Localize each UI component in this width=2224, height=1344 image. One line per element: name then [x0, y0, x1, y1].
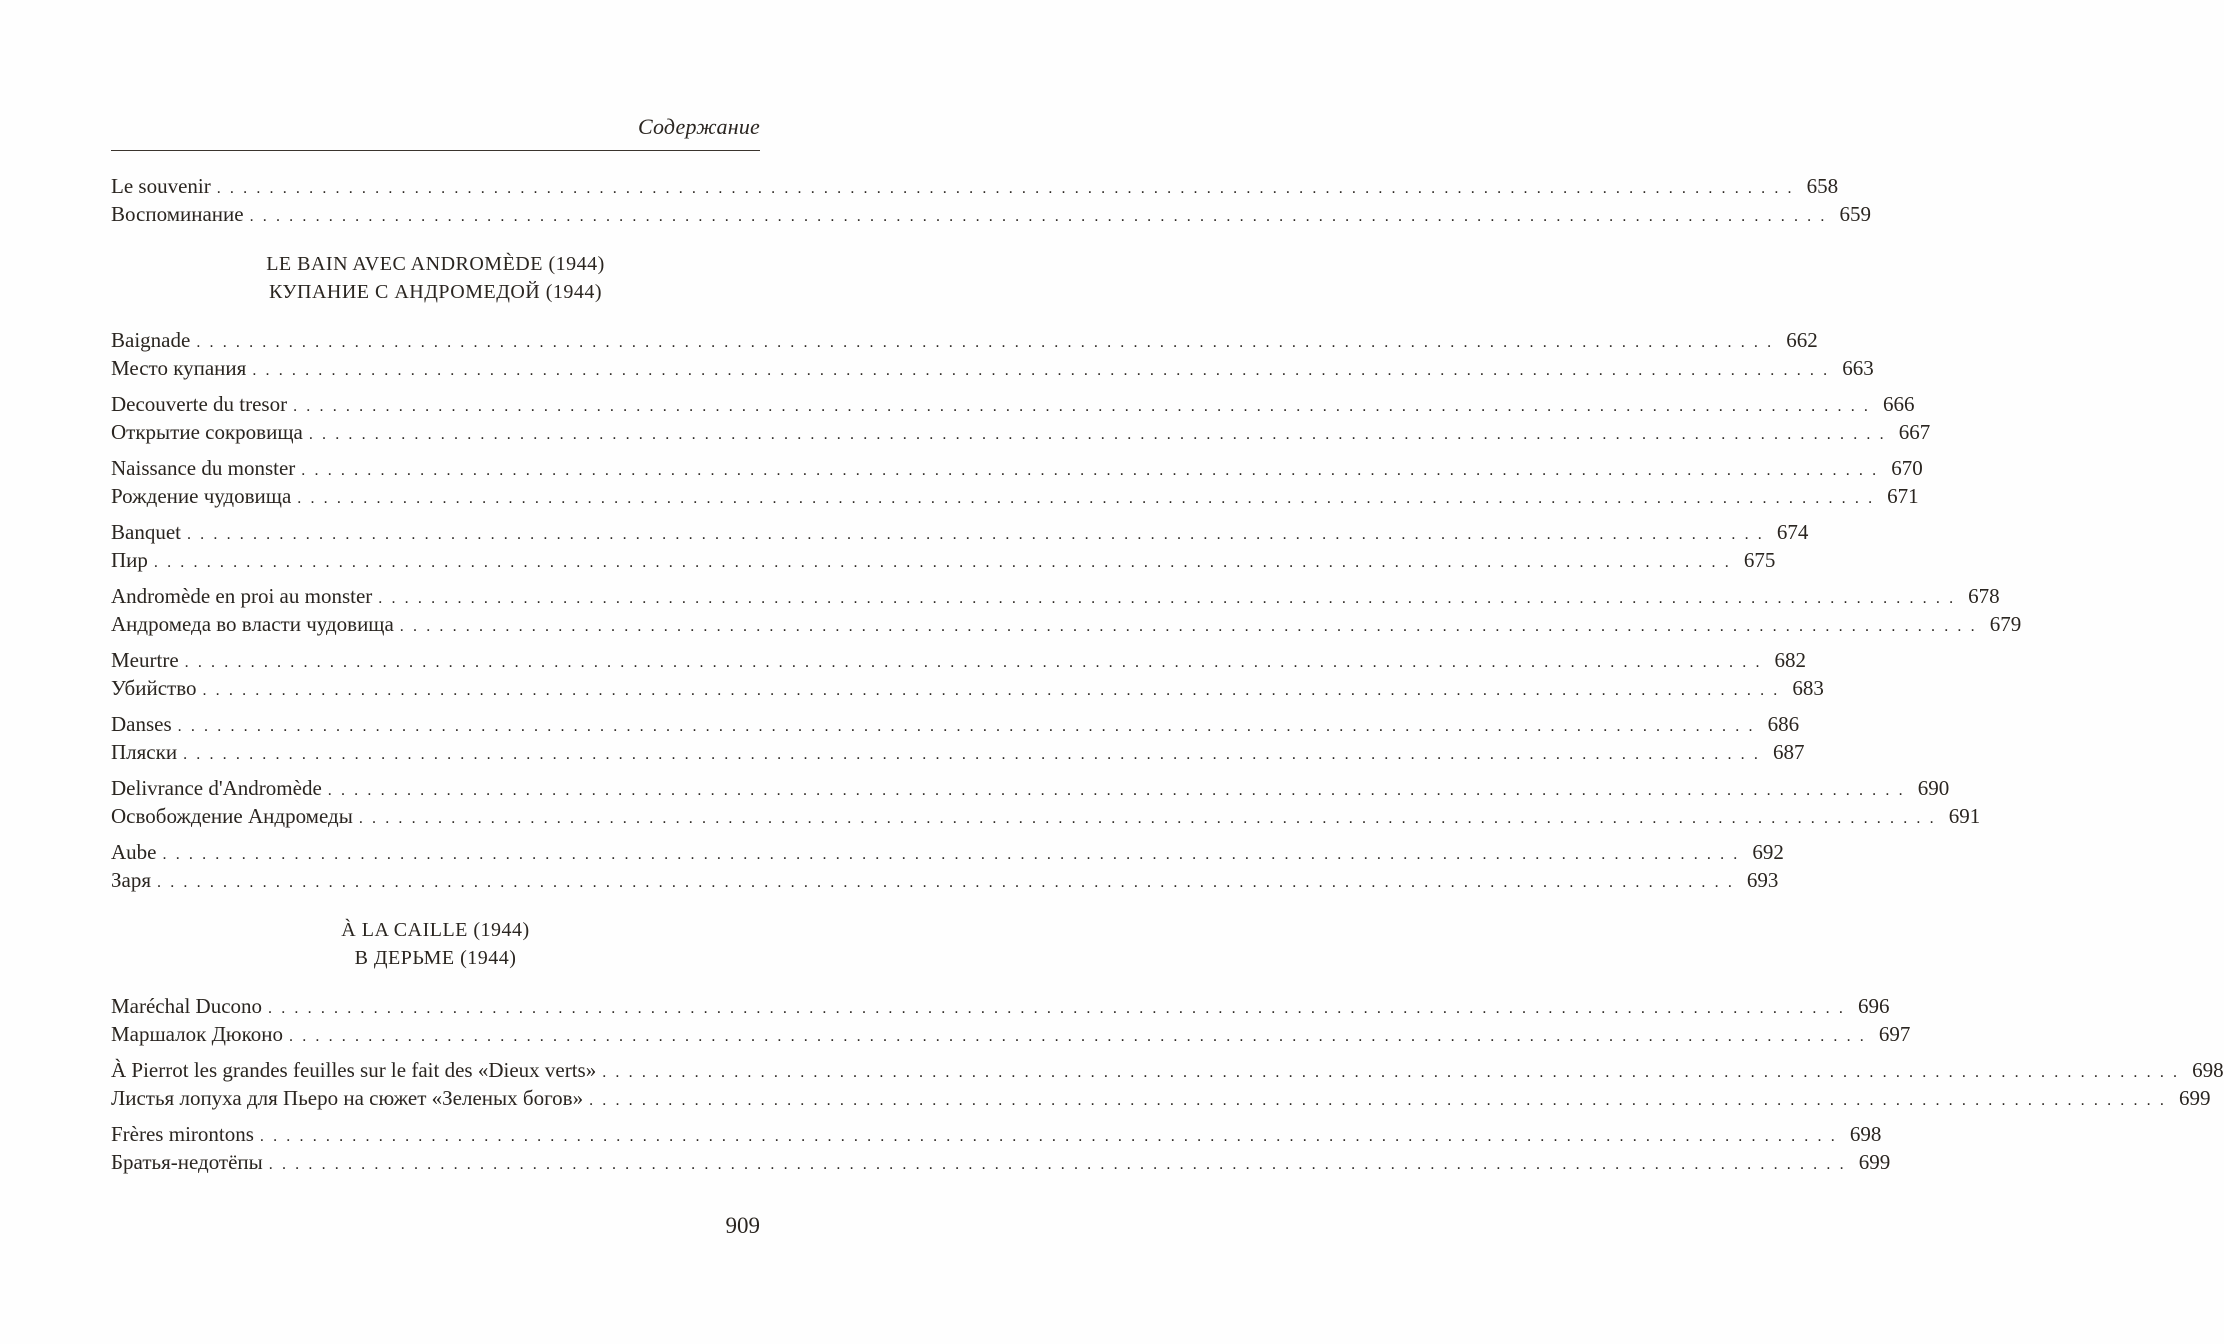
page-number: 909 [725, 1213, 760, 1238]
toc-entry[interactable] [111, 738, 1805, 766]
toc-entry-title: Убийство [111, 676, 197, 700]
dot-leader: . . . . . . . . . . . . . . . . . . . . . . . . . . . . . . . . . . . . . . . . . . . . . . . . . . . . . . . . . . . . . . . . . . . . . . . . . . . . . . . . . . . . . . . . . . . . . . . . . . . . . . . . . . . . . . . . . . . . . . . . [289, 1028, 1867, 1045]
toc-entry[interactable] [111, 802, 1981, 830]
toc-entry-page: 698 [1849, 1122, 1882, 1146]
running-head: Содержание [637, 114, 760, 139]
toc-entry[interactable] [111, 172, 1839, 200]
toc-entry-page: 658 [1806, 174, 1839, 198]
toc-entry-page: 659 [1839, 202, 1871, 226]
toc-group [111, 454, 1923, 510]
toc-entry-title: Danses [111, 712, 172, 736]
toc-group [111, 838, 1784, 894]
toc-entry[interactable] [111, 390, 1915, 418]
toc-entry[interactable] [111, 710, 1800, 738]
toc-entry-title: Maréchal Ducono [111, 994, 263, 1018]
toc-group [111, 646, 1824, 702]
dot-leader: . . . . . . . . . . . . . . . . . . . . . . . . . . . . . . . . . . . . . . . . . . . . . . . . . . . . . . . . . . . . . . . . . . . . . . . . . . . . . . . . . . . . . . . . . . . . . . . . . . . . . . . . . . . . . . . . . . . . . . . . [301, 462, 1879, 479]
dot-leader: . . . . . . . . . . . . . . . . . . . . . . . . . . . . . . . . . . . . . . . . . . . . . . . . . . . . . . . . . . . . . . . . . . . . . . . . . . . . . . . . . . . . . . . . . . . . . . . . . . . . . . . . . . . . . . . . . . . . . . . . [297, 490, 1875, 507]
toc-group [111, 172, 1871, 228]
toc-entry[interactable] [111, 326, 1818, 354]
section-heading-line: КУПАНИЕ С АНДРОМЕДОЙ (1944) [268, 281, 603, 303]
toc-entry-page: 679 [1989, 612, 2022, 636]
toc-entry-title: Освобождение Андромеды [111, 804, 353, 828]
toc-entry-title: Листья лопуха для Пьеро на сюжет «Зеленых богов» [111, 1086, 584, 1110]
toc-entry[interactable] [111, 1148, 1891, 1176]
toc-group [111, 992, 1911, 1048]
dot-leader: . . . . . . . . . . . . . . . . . . . . . . . . . . . . . . . . . . . . . . . . . . . . . . . . . . . . . . . . . . . . . . . . . . . . . . . . . . . . . . . . . . . . . . . . . . . . . . . . . . . . . . . . . . . . . . . . . . . . . . . . [378, 590, 1956, 607]
toc-entry-title: Андромеда во власти чудовища [111, 612, 394, 636]
toc-entry-page: 698 [2192, 1058, 2224, 1082]
toc-entry[interactable] [111, 1120, 1882, 1148]
dot-leader: . . . . . . . . . . . . . . . . . . . . . . . . . . . . . . . . . . . . . . . . . . . . . . . . . . . . . . . . . . . . . . . . . . . . . . . . . . . . . . . . . . . . . . . . . . . . . . . . . . . . . . . . . . . . . . . . . . . . . . . . [162, 846, 1740, 863]
section-heading-line: LE BAIN AVEC ANDROMÈDE (1944) [266, 253, 605, 275]
toc-entry-title: Andromède en proi au monster [111, 584, 373, 608]
toc-entry-page: 691 [1948, 804, 1981, 828]
toc-entry-title: Маршалок Дюконо [111, 1022, 283, 1046]
toc-entry-page: 693 [1746, 868, 1779, 892]
dot-leader: . . . . . . . . . . . . . . . . . . . . . . . . . . . . . . . . . . . . . . . . . . . . . . . . . . . . . . . . . . . . . . . . . . . . . . . . . . . . . . . . . . . . . . . . . . . . . . . . . . . . . . . . . . . . . . . . . . . . . . . . [216, 180, 1795, 197]
toc-entry-title: Decouverte du tresor [111, 392, 288, 416]
toc-entry-page: 690 [1917, 776, 1950, 800]
toc-entry-page: 674 [1776, 520, 1809, 544]
toc-entry-title: Frères mirontons [111, 1122, 254, 1146]
toc-entry[interactable] [111, 610, 2022, 638]
table-of-contents [111, 172, 2224, 1184]
dot-leader: . . . . . . . . . . . . . . . . . . . . . . . . . . . . . . . . . . . . . . . . . . . . . . . . . . . . . . . . . . . . . . . . . . . . . . . . . . . . . . . . . . . . . . . . . . . . . . . . . . . . . . . . . . . . . . . . . . . . . . . . [184, 654, 1763, 671]
toc-entry-title: Baignade [111, 328, 191, 352]
toc-entry-title: Banquet [111, 520, 181, 544]
toc-entry-page: 699 [2178, 1086, 2211, 1110]
toc-entry-title: Рождение чудовища [111, 484, 292, 508]
toc-entry-title: Воспоминание [111, 202, 244, 226]
toc-entry-page: 663 [1842, 356, 1874, 380]
dot-leader: . . . . . . . . . . . . . . . . . . . . . . . . . . . . . . . . . . . . . . . . . . . . . . . . . . . . . . . . . . . . . . . . . . . . . . . . . . . . . . . . . . . . . . . . . . . . . . . . . . . . . . . . . . . . . . . . . . . . . . . . [153, 554, 1732, 571]
toc-entry[interactable] [111, 582, 2000, 610]
toc-entry-title: Пляски [111, 740, 178, 764]
toc-entry-page: 675 [1743, 548, 1776, 572]
toc-entry-title: Место купания [111, 356, 247, 380]
section-heading [111, 250, 760, 306]
toc-entry-title: Открытие сокровища [111, 420, 303, 444]
dot-leader: . . . . . . . . . . . . . . . . . . . . . . . . . . . . . . . . . . . . . . . . . . . . . . . . . . . . . . . . . . . . . . . . . . . . . . . . . . . . . . . . . . . . . . . . . . . . . . . . . . . . . . . . . . . . . . . . . . . . . . . . [327, 782, 1906, 799]
dot-leader: . . . . . . . . . . . . . . . . . . . . . . . . . . . . . . . . . . . . . . . . . . . . . . . . . . . . . . . . . . . . . . . . . . . . . . . . . . . . . . . . . . . . . . . . . . . . . . . . . . . . . . . . . . . . . . . . . . . . . . . . [308, 426, 1887, 443]
section-heading-line: À LA CAILLE (1944) [341, 919, 530, 941]
toc-entry-title: Братья-недотёпы [111, 1150, 263, 1174]
toc-entry-page: 682 [1774, 648, 1807, 672]
toc-group [111, 582, 2022, 638]
toc-entry-page: 696 [1857, 994, 1890, 1018]
toc-entry-page: 697 [1878, 1022, 1911, 1046]
toc-entry-title: Le souvenir [111, 174, 211, 198]
toc-entry[interactable] [111, 674, 1824, 702]
dot-leader: . . . . . . . . . . . . . . . . . . . . . . . . . . . . . . . . . . . . . . . . . . . . . . . . . . . . . . . . . . . . . . . . . . . . . . . . . . . . . . . . . . . . . . . . . . . . . . . . . . . . . . . . . . . . . . . . . . . . . . . . [293, 398, 1871, 415]
toc-entry[interactable] [111, 866, 1779, 894]
toc-group [111, 390, 1931, 446]
toc-entry-page: 692 [1752, 840, 1784, 864]
toc-entry[interactable] [111, 354, 1874, 382]
dot-leader: . . . . . . . . . . . . . . . . . . . . . . . . . . . . . . . . . . . . . . . . . . . . . . . . . . . . . . . . . . . . . . . . . . . . . . . . . . . . . . . . . . . . . . . . . . . . . . . . . . . . . . . . . . . . . . . . . . . . . . . . [259, 1128, 1838, 1145]
toc-group [111, 1056, 2224, 1112]
section-heading-line: В ДЕРЬМЕ (1944) [354, 947, 517, 969]
toc-entry[interactable] [111, 1056, 2224, 1084]
toc-entry-title: Meurtre [111, 648, 179, 672]
header-rule [111, 150, 760, 151]
toc-entry[interactable] [111, 1084, 2211, 1112]
toc-group [111, 518, 1809, 574]
section-heading [111, 916, 760, 972]
dot-leader: . . . . . . . . . . . . . . . . . . . . . . . . . . . . . . . . . . . . . . . . . . . . . . . . . . . . . . . . . . . . . . . . . . . . . . . . . . . . . . . . . . . . . . . . . . . . . . . . . . . . . . . . . . . . . . . . . . . . . . . . [196, 334, 1774, 351]
toc-entry-page: 670 [1891, 456, 1923, 480]
dot-leader: . . . . . . . . . . . . . . . . . . . . . . . . . . . . . . . . . . . . . . . . . . . . . . . . . . . . . . . . . . . . . . . . . . . . . . . . . . . . . . . . . . . . . . . . . . . . . . . . . . . . . . . . . . . . . . . . . . . . . . . . [358, 810, 1937, 827]
dot-leader: . . . . . . . . . . . . . . . . . . . . . . . . . . . . . . . . . . . . . . . . . . . . . . . . . . . . . . . . . . . . . . . . . . . . . . . . . . . . . . . . . . . . . . . . . . . . . . . . . . . . . . . . . . . . . . . . . . . . . . . . [177, 718, 1756, 735]
dot-leader: . . . . . . . . . . . . . . . . . . . . . . . . . . . . . . . . . . . . . . . . . . . . . . . . . . . . . . . . . . . . . . . . . . . . . . . . . . . . . . . . . . . . . . . . . . . . . . . . . . . . . . . . . . . . . . . . . . . . . . . . [602, 1064, 2180, 1081]
toc-entry[interactable] [111, 838, 1784, 866]
toc-entry-page: 666 [1883, 392, 1915, 416]
toc-entry[interactable] [111, 646, 1807, 674]
toc-entry[interactable] [111, 992, 1890, 1020]
dot-leader: . . . . . . . . . . . . . . . . . . . . . . . . . . . . . . . . . . . . . . . . . . . . . . . . . . . . . . . . . . . . . . . . . . . . . . . . . . . . . . . . . . . . . . . . . . . . . . . . . . . . . . . . . . . . . . . . . . . . . . . . [268, 1156, 1847, 1173]
toc-entry[interactable] [111, 418, 1931, 446]
dot-leader: . . . . . . . . . . . . . . . . . . . . . . . . . . . . . . . . . . . . . . . . . . . . . . . . . . . . . . . . . . . . . . . . . . . . . . . . . . . . . . . . . . . . . . . . . . . . . . . . . . . . . . . . . . . . . . . . . . . . . . . . [157, 874, 1735, 891]
toc-entry[interactable] [111, 546, 1776, 574]
toc-entry-page: 699 [1858, 1150, 1891, 1174]
toc-entry-page: 687 [1772, 740, 1805, 764]
dot-leader: . . . . . . . . . . . . . . . . . . . . . . . . . . . . . . . . . . . . . . . . . . . . . . . . . . . . . . . . . . . . . . . . . . . . . . . . . . . . . . . . . . . . . . . . . . . . . . . . . . . . . . . . . . . . . . . . . . . . . . . . [249, 208, 1827, 225]
dot-leader: . . . . . . . . . . . . . . . . . . . . . . . . . . . . . . . . . . . . . . . . . . . . . . . . . . . . . . . . . . . . . . . . . . . . . . . . . . . . . . . . . . . . . . . . . . . . . . . . . . . . . . . . . . . . . . . . . . . . . . . . [268, 1000, 1846, 1017]
toc-entry-page: 683 [1792, 676, 1824, 700]
toc-group [111, 774, 1981, 830]
toc-entry-page: 662 [1786, 328, 1818, 352]
toc-entry[interactable] [111, 482, 1919, 510]
toc-entry[interactable] [111, 1020, 1911, 1048]
toc-entry-page: 671 [1887, 484, 1919, 508]
toc-entry[interactable] [111, 774, 1950, 802]
toc-entry-title: Заря [111, 868, 152, 892]
toc-entry-title: Пир [111, 548, 148, 572]
toc-group [111, 1120, 1891, 1176]
toc-entry[interactable] [111, 518, 1809, 546]
toc-entry-title: À Pierrot les grandes feuilles sur le fait des «Dieux verts» [111, 1058, 597, 1082]
dot-leader: . . . . . . . . . . . . . . . . . . . . . . . . . . . . . . . . . . . . . . . . . . . . . . . . . . . . . . . . . . . . . . . . . . . . . . . . . . . . . . . . . . . . . . . . . . . . . . . . . . . . . . . . . . . . . . . . . . . . . . . . [183, 746, 1761, 763]
toc-entry-page: 667 [1898, 420, 1931, 444]
dot-leader: . . . . . . . . . . . . . . . . . . . . . . . . . . . . . . . . . . . . . . . . . . . . . . . . . . . . . . . . . . . . . . . . . . . . . . . . . . . . . . . . . . . . . . . . . . . . . . . . . . . . . . . . . . . . . . . . . . . . . . . . [186, 526, 1765, 543]
toc-entry-page: 686 [1767, 712, 1800, 736]
dot-leader: . . . . . . . . . . . . . . . . . . . . . . . . . . . . . . . . . . . . . . . . . . . . . . . . . . . . . . . . . . . . . . . . . . . . . . . . . . . . . . . . . . . . . . . . . . . . . . . . . . . . . . . . . . . . . . . . . . . . . . . . [399, 618, 1978, 635]
toc-entry-title: Naissance du monster [111, 456, 296, 480]
dot-leader: . . . . . . . . . . . . . . . . . . . . . . . . . . . . . . . . . . . . . . . . . . . . . . . . . . . . . . . . . . . . . . . . . . . . . . . . . . . . . . . . . . . . . . . . . . . . . . . . . . . . . . . . . . . . . . . . . . . . . . . . [202, 682, 1780, 699]
dot-leader: . . . . . . . . . . . . . . . . . . . . . . . . . . . . . . . . . . . . . . . . . . . . . . . . . . . . . . . . . . . . . . . . . . . . . . . . . . . . . . . . . . . . . . . . . . . . . . . . . . . . . . . . . . . . . . . . . . . . . . . . [252, 362, 1830, 379]
toc-entry[interactable] [111, 454, 1923, 482]
toc-entry-page: 678 [1968, 584, 2000, 608]
toc-entry-title: Aube [111, 840, 157, 864]
toc-group [111, 326, 1874, 382]
dot-leader: . . . . . . . . . . . . . . . . . . . . . . . . . . . . . . . . . . . . . . . . . . . . . . . . . . . . . . . . . . . . . . . . . . . . . . . . . . . . . . . . . . . . . . . . . . . . . . . . . . . . . . . . . . . . . . . . . . . . . . . . [589, 1092, 2167, 1109]
toc-entry[interactable] [111, 200, 1871, 228]
toc-entry-title: Delivrance d'Andromède [111, 776, 322, 800]
toc-group [111, 710, 1805, 766]
